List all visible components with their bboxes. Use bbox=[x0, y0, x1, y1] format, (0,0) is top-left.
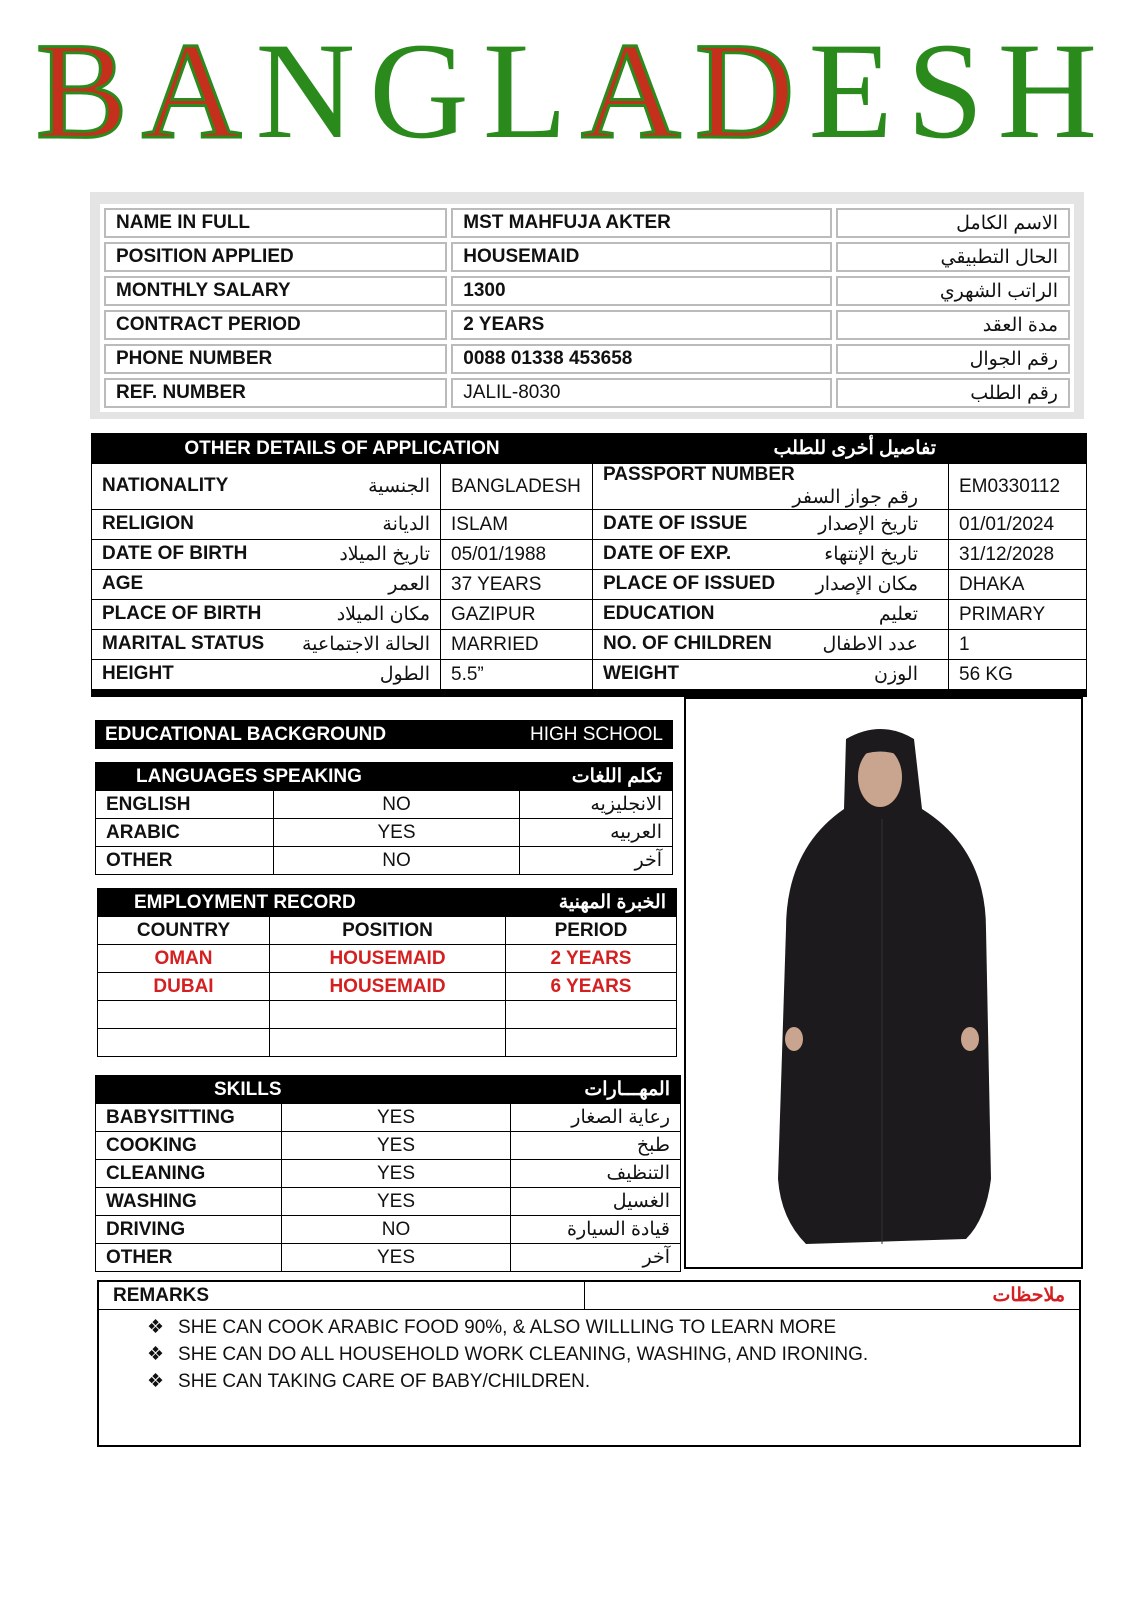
employment-country: OMAN bbox=[98, 945, 270, 973]
column-header: POSITION bbox=[270, 917, 506, 945]
skills-title-ar: المهـــارات bbox=[511, 1076, 681, 1104]
employment-position: HOUSEMAID bbox=[270, 945, 506, 973]
info-value: HOUSEMAID bbox=[451, 242, 832, 272]
skill-value: YES bbox=[282, 1132, 511, 1160]
info-row bbox=[104, 378, 1070, 408]
detail-label-cell bbox=[92, 600, 441, 630]
employment-row bbox=[98, 973, 677, 1001]
detail-label-cell bbox=[593, 630, 949, 660]
detail-value: DHAKA bbox=[949, 570, 1087, 600]
info-label-ar: مدة العقد bbox=[836, 310, 1070, 340]
language-value: NO bbox=[274, 791, 520, 819]
skill-row bbox=[96, 1160, 681, 1188]
detail-value: ISLAM bbox=[441, 510, 593, 540]
detail-label: HEIGHT bbox=[102, 663, 174, 684]
skills-table bbox=[95, 1075, 681, 1272]
detail-label-ar: تعليم bbox=[878, 604, 918, 625]
language-name: OTHER bbox=[96, 847, 274, 875]
skills-title: SKILLS bbox=[96, 1076, 511, 1104]
detail-row bbox=[92, 600, 1087, 630]
remark-item bbox=[147, 1314, 1079, 1341]
skill-name: WASHING bbox=[96, 1188, 282, 1216]
info-label: MONTHLY SALARY bbox=[104, 276, 447, 306]
detail-value: 01/01/2024 bbox=[949, 510, 1087, 540]
language-value: YES bbox=[274, 819, 520, 847]
skill-name-ar: الغسيل bbox=[511, 1188, 681, 1216]
title-letter: A bbox=[581, 14, 695, 167]
remark-text: SHE CAN COOK ARABIC FOOD 90%, & ALSO WILLLING TO LEARN MORE bbox=[178, 1317, 837, 1338]
employment-row-empty bbox=[98, 1029, 677, 1057]
info-value: 1300 bbox=[451, 276, 832, 306]
skill-name: BABYSITTING bbox=[96, 1104, 282, 1132]
bullet-icon: ❖ bbox=[147, 1344, 165, 1365]
detail-label-cell bbox=[92, 510, 441, 540]
skill-row bbox=[96, 1216, 681, 1244]
skill-row bbox=[96, 1188, 681, 1216]
info-row bbox=[104, 242, 1070, 272]
education-value: HIGH SCHOOL bbox=[529, 723, 663, 745]
main-info-table bbox=[90, 192, 1084, 419]
detail-label: AGE bbox=[102, 573, 144, 594]
detail-row bbox=[92, 510, 1087, 540]
detail-label-ar: الجنسية bbox=[368, 476, 430, 497]
employment-period: 6 YEARS bbox=[506, 973, 677, 1001]
info-value: MST MAHFUJA AKTER bbox=[451, 208, 832, 238]
info-label: PHONE NUMBER bbox=[104, 344, 447, 374]
languages-title: LANGUAGES SPEAKING bbox=[96, 763, 520, 791]
detail-row bbox=[92, 464, 1087, 510]
title-letter: N bbox=[255, 14, 370, 167]
skill-name: DRIVING bbox=[96, 1216, 282, 1244]
language-row bbox=[96, 791, 673, 819]
detail-label-ar: عدد الاطفال bbox=[822, 634, 918, 655]
detail-label-cell bbox=[593, 510, 949, 540]
title-letter: L bbox=[482, 14, 582, 167]
detail-label-cell bbox=[92, 464, 441, 510]
detail-label-ar: الديانة bbox=[382, 514, 430, 535]
detail-value: BANGLADESH bbox=[441, 464, 593, 510]
detail-value: 31/12/2028 bbox=[949, 540, 1087, 570]
detail-label-ar: تاريخ الإصدار bbox=[818, 514, 918, 535]
detail-value: MARRIED bbox=[441, 630, 593, 660]
info-label-ar: الاسم الكامل bbox=[836, 208, 1070, 238]
remark-text: SHE CAN TAKING CARE OF BABY/CHILDREN. bbox=[178, 1371, 591, 1392]
detail-value: EM0330112 bbox=[949, 464, 1087, 510]
language-name-ar: العربيه bbox=[520, 819, 673, 847]
detail-row bbox=[92, 570, 1087, 600]
skill-row bbox=[96, 1244, 681, 1272]
other-details-table bbox=[91, 433, 1087, 697]
column-header: PERIOD bbox=[506, 917, 677, 945]
employment-period: 2 YEARS bbox=[506, 945, 677, 973]
detail-value: PRIMARY bbox=[949, 600, 1087, 630]
detail-label-cell bbox=[593, 464, 949, 510]
detail-label: NATIONALITY bbox=[102, 475, 229, 496]
skill-row bbox=[96, 1104, 681, 1132]
info-row bbox=[104, 310, 1070, 340]
detail-label-cell bbox=[92, 630, 441, 660]
detail-value: 1 bbox=[949, 630, 1087, 660]
column-header: COUNTRY bbox=[98, 917, 270, 945]
detail-label: PASSPORT NUMBER bbox=[603, 464, 795, 485]
bullet-icon: ❖ bbox=[147, 1371, 165, 1392]
employment-table bbox=[97, 888, 677, 1057]
info-value: 0088 01338 453658 bbox=[451, 344, 832, 374]
language-name-ar: الانجليزيه bbox=[520, 791, 673, 819]
detail-row bbox=[92, 630, 1087, 660]
title-letter: B bbox=[35, 14, 142, 167]
info-label-ar: الحال التطبيقي bbox=[836, 242, 1070, 272]
detail-value: 56 KG bbox=[949, 660, 1087, 690]
employment-title-ar: الخبرة المهنية bbox=[506, 889, 677, 917]
detail-label-ar: تاريخ الإنتهاء bbox=[824, 544, 918, 565]
detail-label-ar: الوزن bbox=[873, 664, 918, 685]
remarks-title: REMARKS bbox=[99, 1282, 585, 1309]
country-title bbox=[0, 14, 1147, 167]
detail-label: EDUCATION bbox=[603, 603, 715, 624]
detail-label-cell bbox=[593, 570, 949, 600]
detail-label: WEIGHT bbox=[603, 663, 679, 684]
language-name: ARABIC bbox=[96, 819, 274, 847]
detail-label-cell bbox=[92, 660, 441, 690]
detail-label-ar: العمر bbox=[388, 574, 430, 595]
detail-value: 37 YEARS bbox=[441, 570, 593, 600]
language-row bbox=[96, 819, 673, 847]
info-label-ar: رقم الطلب bbox=[836, 378, 1070, 408]
detail-label: RELIGION bbox=[102, 513, 194, 534]
languages-table bbox=[95, 762, 673, 875]
title-letter: D bbox=[694, 14, 809, 167]
detail-label: DATE OF BIRTH bbox=[102, 543, 248, 564]
detail-label-cell bbox=[593, 540, 949, 570]
title-letter: S bbox=[906, 14, 998, 167]
language-row bbox=[96, 847, 673, 875]
detail-label-cell bbox=[593, 600, 949, 630]
remark-item bbox=[147, 1341, 1079, 1368]
detail-label: PLACE OF BIRTH bbox=[102, 603, 262, 624]
detail-row bbox=[92, 540, 1087, 570]
remark-item bbox=[147, 1368, 1079, 1395]
remark-text: SHE CAN DO ALL HOUSEHOLD WORK CLEANING, WASHING, AND IRONING. bbox=[178, 1344, 869, 1365]
info-row bbox=[104, 208, 1070, 238]
employment-row bbox=[98, 945, 677, 973]
detail-label-ar: رقم جواز السفر bbox=[792, 487, 918, 508]
detail-value: 05/01/1988 bbox=[441, 540, 593, 570]
detail-label-cell bbox=[92, 570, 441, 600]
detail-label: PLACE OF ISSUED bbox=[603, 573, 776, 594]
skill-value: YES bbox=[282, 1188, 511, 1216]
remarks-title-ar: ملاحظات bbox=[992, 1285, 1065, 1306]
detail-label-ar: الطول bbox=[379, 664, 430, 685]
info-value: JALIL-8030 bbox=[451, 378, 832, 408]
detail-value: GAZIPUR bbox=[441, 600, 593, 630]
info-label: NAME IN FULL bbox=[104, 208, 447, 238]
title-letter: E bbox=[808, 14, 907, 167]
detail-label: MARITAL STATUS bbox=[102, 633, 265, 654]
skill-name-ar: رعاية الصغار bbox=[511, 1104, 681, 1132]
detail-label-ar: تاريخ الميلاد bbox=[339, 544, 430, 565]
language-value: NO bbox=[274, 847, 520, 875]
skill-value: YES bbox=[282, 1160, 511, 1188]
employment-country: DUBAI bbox=[98, 973, 270, 1001]
detail-label: DATE OF ISSUE bbox=[603, 513, 748, 534]
title-letter: H bbox=[997, 14, 1112, 167]
skill-name: CLEANING bbox=[96, 1160, 282, 1188]
other-details-title-ar: تفاصيل أخرى للطلب bbox=[593, 434, 1087, 464]
remarks-box bbox=[97, 1280, 1081, 1447]
info-row bbox=[104, 276, 1070, 306]
skill-value: NO bbox=[282, 1216, 511, 1244]
educational-background bbox=[95, 720, 673, 749]
other-details-title: OTHER DETAILS OF APPLICATION bbox=[92, 434, 593, 464]
skill-name: OTHER bbox=[96, 1244, 282, 1272]
bullet-icon: ❖ bbox=[147, 1317, 165, 1338]
skill-name: COOKING bbox=[96, 1132, 282, 1160]
info-label-ar: رقم الجوال bbox=[836, 344, 1070, 374]
employment-position: HOUSEMAID bbox=[270, 973, 506, 1001]
employment-title: EMPLOYMENT RECORD bbox=[98, 889, 506, 917]
info-label: POSITION APPLIED bbox=[104, 242, 447, 272]
education-label: EDUCATIONAL BACKGROUND bbox=[105, 723, 387, 745]
info-row bbox=[104, 344, 1070, 374]
info-label: CONTRACT PERIOD bbox=[104, 310, 447, 340]
skill-name-ar: طبخ bbox=[511, 1132, 681, 1160]
detail-label-ar: مكان الميلاد bbox=[336, 604, 430, 625]
skill-name-ar: آخر bbox=[511, 1244, 681, 1272]
detail-label: NO. OF CHILDREN bbox=[603, 633, 772, 654]
info-label-ar: الراتب الشهري bbox=[836, 276, 1070, 306]
language-name-ar: آخر bbox=[520, 847, 673, 875]
skill-value: YES bbox=[282, 1244, 511, 1272]
applicant-photo bbox=[684, 697, 1083, 1269]
skill-row bbox=[96, 1132, 681, 1160]
detail-label: DATE OF EXP. bbox=[603, 543, 732, 564]
detail-value: 5.5” bbox=[441, 660, 593, 690]
detail-label-cell bbox=[92, 540, 441, 570]
employment-row-empty bbox=[98, 1001, 677, 1029]
languages-title-ar: تكلم اللغات bbox=[520, 763, 673, 791]
language-name: ENGLISH bbox=[96, 791, 274, 819]
detail-label-ar: الحالة الاجتماعية bbox=[302, 634, 430, 655]
skill-value: YES bbox=[282, 1104, 511, 1132]
skill-name-ar: قيادة السيارة bbox=[511, 1216, 681, 1244]
title-letter: G bbox=[369, 14, 483, 167]
detail-label-cell bbox=[593, 660, 949, 690]
info-value: 2 YEARS bbox=[451, 310, 832, 340]
detail-label-ar: مكان الإصدار bbox=[815, 574, 918, 595]
skill-name-ar: التنظيف bbox=[511, 1160, 681, 1188]
title-letter: A bbox=[141, 14, 256, 167]
info-label: REF. NUMBER bbox=[104, 378, 447, 408]
detail-row bbox=[92, 660, 1087, 690]
